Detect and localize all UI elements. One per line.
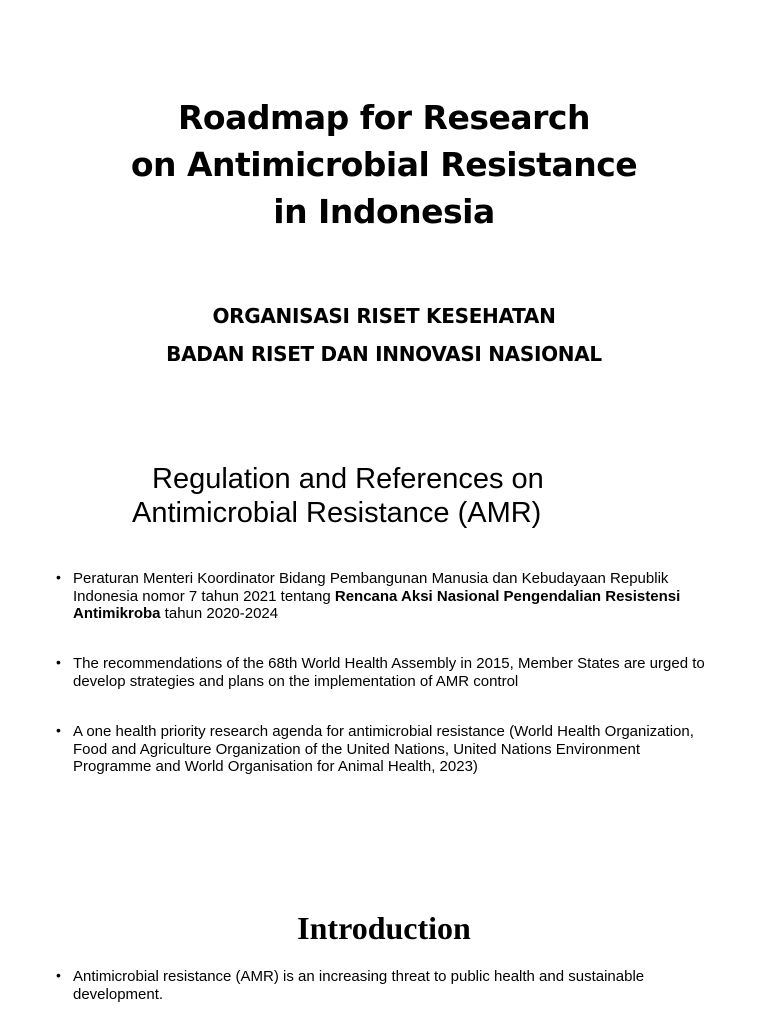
list-item-text-suffix: tahun 2020-2024	[160, 605, 279, 622]
regulation-heading-line-1: Regulation and References on	[152, 463, 544, 495]
title-line-1: Roadmap for Research	[178, 98, 590, 137]
bullet-icon: •	[56, 967, 61, 983]
list-item-text: A one health priority research agenda for antimicrobial resistance (World Health Organization, Food and Agriculture Organization of the United Nations, United Nations Environment Programme and World Organisation for Animal Health, 2023)	[73, 723, 694, 775]
list-item	[56, 655, 716, 690]
list-item-text: The recommendations of the 68th World Health Assembly in 2015, Member States are urged to develop strategies and plans on the implementation of AMR control	[73, 655, 705, 690]
title-line-3: in Indonesia	[273, 192, 495, 231]
list-item-text: Peraturan Menteri Koordinator Bidang Pembangunan Manusia dan Kebudayaan Republik Indonesia nomor 7 tahun 2021 tentang	[73, 570, 669, 605]
list-item	[56, 968, 716, 1003]
regulation-heading	[132, 462, 752, 530]
organization-name: ORGANISASI RISET KESEHATAN	[212, 304, 556, 328]
introduction-heading: Introduction	[297, 910, 471, 946]
introduction-list	[56, 968, 716, 1003]
bullet-icon: •	[56, 722, 61, 738]
document-title	[0, 94, 768, 235]
title-line-2: on Antimicrobial Resistance	[130, 145, 638, 184]
regulation-list-2	[56, 655, 716, 690]
list-item	[56, 723, 716, 776]
agency-name: BADAN RISET DAN INNOVASI NASIONAL	[166, 342, 602, 366]
bullet-icon: •	[56, 569, 61, 585]
list-item-text: Antimicrobial resistance (AMR) is an increasing threat to public health and sustainable development.	[73, 968, 645, 1003]
regulation-list-3	[56, 723, 716, 776]
list-item	[56, 570, 716, 623]
list-item-bold-text: Rencana Aksi Nasional Pengendalian Resistensi Antimikroba	[73, 587, 681, 622]
regulation-heading-line-2: Antimicrobial Resistance (AMR)	[132, 497, 542, 529]
bullet-icon: •	[56, 654, 61, 670]
regulation-list-1	[56, 570, 716, 623]
